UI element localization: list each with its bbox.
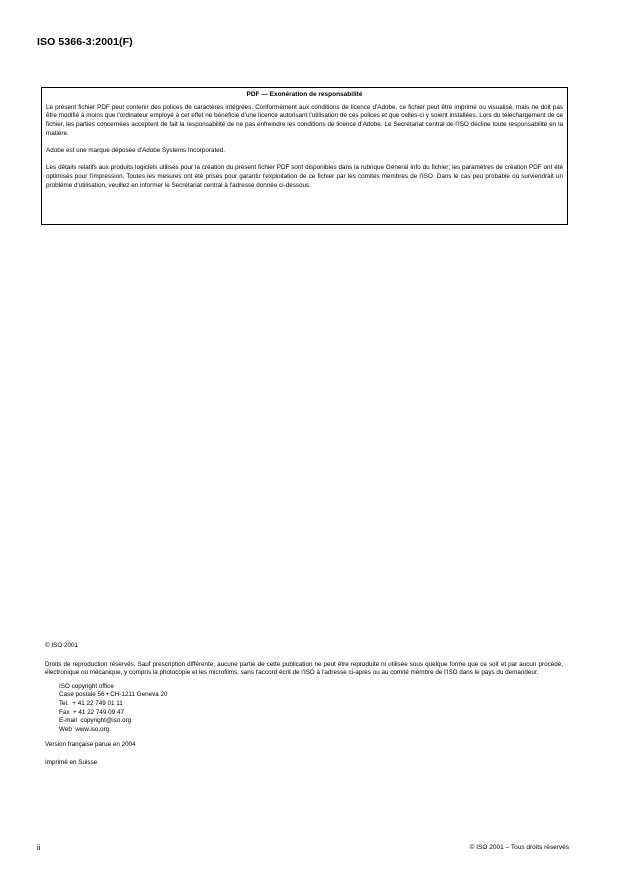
address-tel: Tel. + 41 22 749 01 11 <box>59 699 123 707</box>
pdf-disclaimer-box <box>41 87 568 225</box>
address-fax: Fax + 41 22 749 09 47 <box>59 708 124 716</box>
disclaimer-paragraph-fonts: Le présent fichier PDF peut contenir des polices de caractères intégrées. Conformément aux conditions de licence d'Adobe, ce fichier peut être imprimé ou visualisé, mais ne doit pas être modifié à moins que l'ordinateur employé à cet effet ne bénéficie d'une licence autorisant l'utilisation de ces polices et que celles-ci y soient installées. Lors du téléchargement de ce fichier, les parties concernées acceptent de fait la responsabilité de ne pas enfreindre les conditions de licence d'Adobe. Le Secrétariat central de l'ISO décline toute responsabilité en la matière. <box>46 103 563 137</box>
document-id-header: ISO 5366-3:2001(F) <box>37 36 133 48</box>
footer-copyright: © ISO 2001 – Tous droits réservés <box>469 844 569 851</box>
address-web: Web www.iso.org <box>59 725 110 733</box>
disclaimer-paragraph-adobe-trademark: Adobe est une marque déposée d'Adobe Systems Incorporated. <box>46 147 226 155</box>
address-postal: Case postale 56 • CH-1211 Geneva 20 <box>59 691 168 699</box>
copyright-block <box>45 642 563 768</box>
disclaimer-title: PDF — Exonération de responsabilité <box>246 91 363 98</box>
reproduction-rights-text: Droits de reproduction réservés. Sauf prescription différente, aucune partie de cette publication ne peut être reproduite ni utilisée sous quelque forme que ce soit et par aucun procédé, électronique ou mécanique, y compris la photocopie et les microfilms, sans l'accord écrit de l'ISO à l'adresse ci-après ou au comité membre de l'ISO dans le pays du demandeur. <box>45 660 563 677</box>
disclaimer-paragraph-software-details: Les détails relatifs aux produits logiciels utilisés pour la création du présent fichier PDF sont disponibles dans la rubrique General Info du fichier; les paramètres de création PDF ont été optimisés pour l'impression. Toutes les mesures ont été prises pour garantir l'exploitation de ce fichier par les comités membres de l'ISO. Dans le cas peu probable où surviendrait un problème d'utilisation, veuillez en informer le Secrétariat central à l'adresse donnée ci-dessous. <box>46 164 563 189</box>
edition-note: Version française parue en 2004 <box>45 741 136 749</box>
address-office: ISO copyright office <box>59 682 114 690</box>
printed-in-note: Imprimé en Suisse <box>45 758 98 766</box>
copyright-line: © ISO 2001 <box>45 642 78 649</box>
page-number: ii <box>37 843 41 852</box>
address-email: E-mail copyright@iso.org <box>59 717 132 725</box>
iso-address-block <box>45 683 563 735</box>
